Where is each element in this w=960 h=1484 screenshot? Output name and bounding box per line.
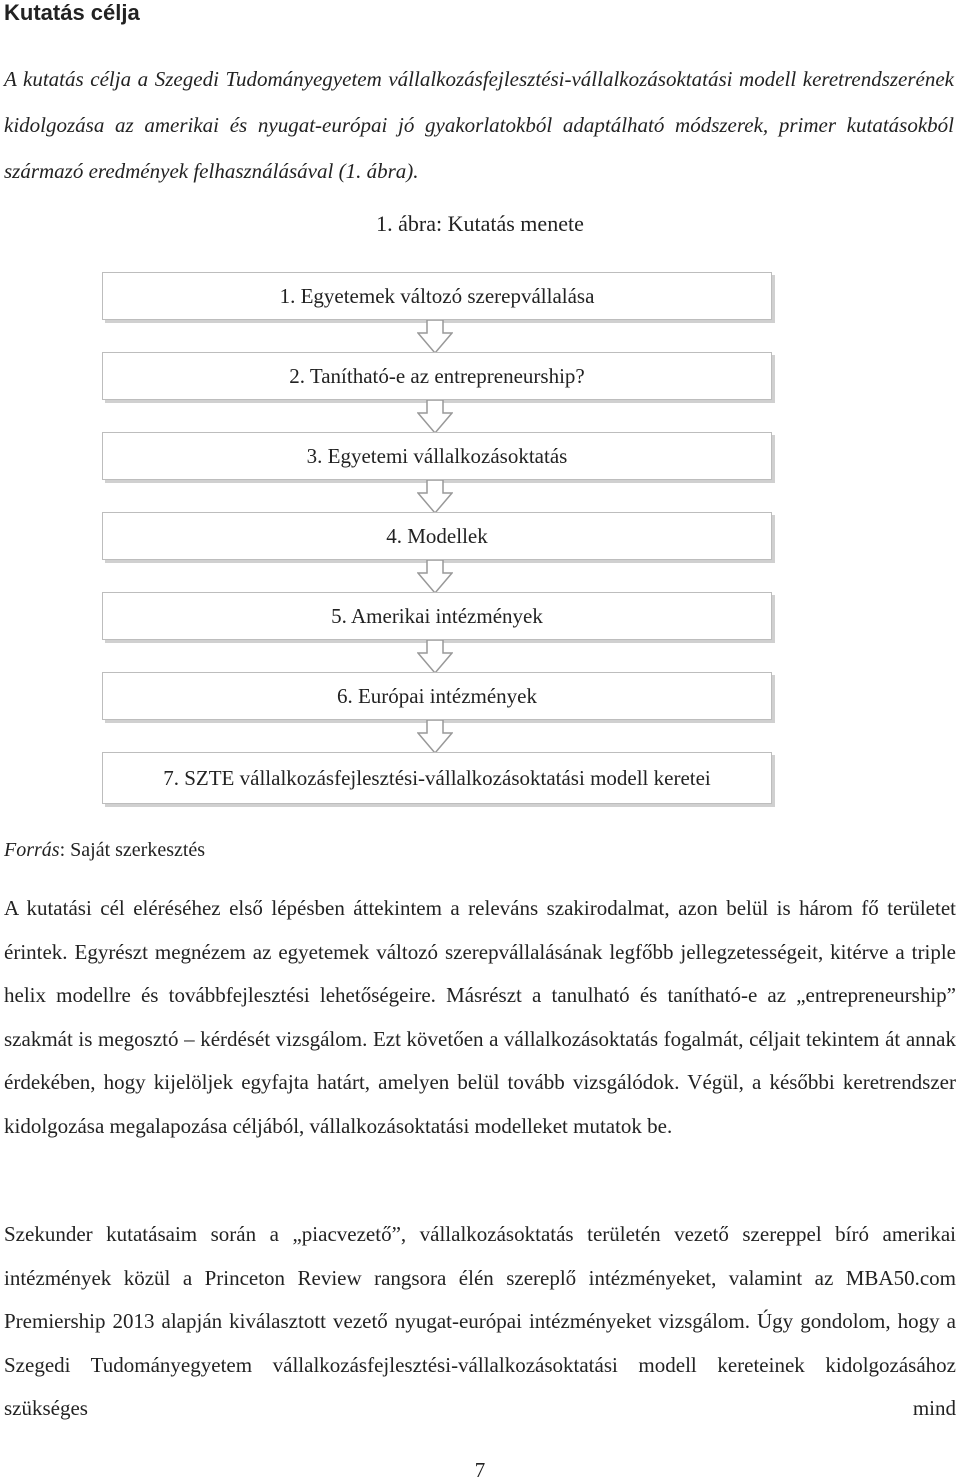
down-arrow-icon: [417, 480, 453, 514]
flow-step: 7. SZTE vállalkozásfejlesztési-vállalkozásoktatási modell keretei: [102, 752, 772, 804]
body-paragraph: A kutatási cél eléréséhez első lépésben áttekintem a releváns szakirodalmat, azon belül is három fő területet érintek. Egyrészt megnézem az egyetemek változó szerepvállalásának legfőbb jellegzetességeit, kitérve a triple helix modellre és továbbfejlesztési lehetőségeire. Másrészt a tanulható és tanítható-e az „entrepreneurship” szakmát is megosztó – kérdését vizsgálom. Ezt követően a vállalkozásoktatás fogalmát, céljait tekintem át annak érdekében, hogy kijelöljek egyfajta határt, amelyen belül tovább vizsgálódok. Végül, a későbbi keretrendszer kidolgozása megalapozása céljából, vállalkozásoktatási modelleket mutatok be.: [4, 896, 956, 1138]
section-title: Kutatás célja: [4, 0, 140, 25]
flow-step: 1. Egyetemek változó szerepvállalása: [102, 272, 772, 320]
source-text: : Saját szerkesztés: [59, 839, 206, 861]
source-label: Forrás: [4, 839, 60, 861]
figure-caption: 1. ábra: Kutatás menete: [376, 211, 584, 236]
down-arrow-icon: [417, 560, 453, 594]
flow-step: 5. Amerikai intézmények: [102, 592, 772, 640]
flow-step: 6. Európai intézmények: [102, 672, 772, 720]
figure-source: [4, 836, 205, 864]
down-arrow-icon: [417, 400, 453, 434]
flow-step: 4. Modellek: [102, 512, 772, 560]
down-arrow-icon: [417, 320, 453, 354]
down-arrow-icon: [417, 720, 453, 754]
page-number: 7: [474, 1458, 486, 1482]
intro-paragraph: A kutatás célja a Szegedi Tudományegyetem vállalkozásfejlesztési-vállalkozásoktatási modell keretrendszerének kidolgozása az amerikai és nyugat-európai jó gyakorlatokból adaptálható módszerek, primer kutatásokból származó eredmények felhasználásával (1. ábra).: [4, 67, 954, 183]
flow-step: 3. Egyetemi vállalkozásoktatás: [102, 432, 772, 480]
flow-step: 2. Tanítható-e az entrepreneurship?: [102, 352, 772, 400]
body-paragraph: Szekunder kutatásaim során a „piacvezető”, vállalkozásoktatás területén vezető szereppel bíró amerikai intézmények közül a Princeton Review rangsora élén szereplő intézményeket, valamint az MBA50.com Premiership 2013 alapján kiválasztott vezető nyugat-európai intézményeket vizsgálom. Úgy gondolom, hogy a Szegedi Tudományegyetem vállalkozásfejlesztési-vállalkozásoktatási modell kereteinek kidolgozásához szükséges mind: [4, 1222, 956, 1420]
down-arrow-icon: [417, 640, 453, 674]
